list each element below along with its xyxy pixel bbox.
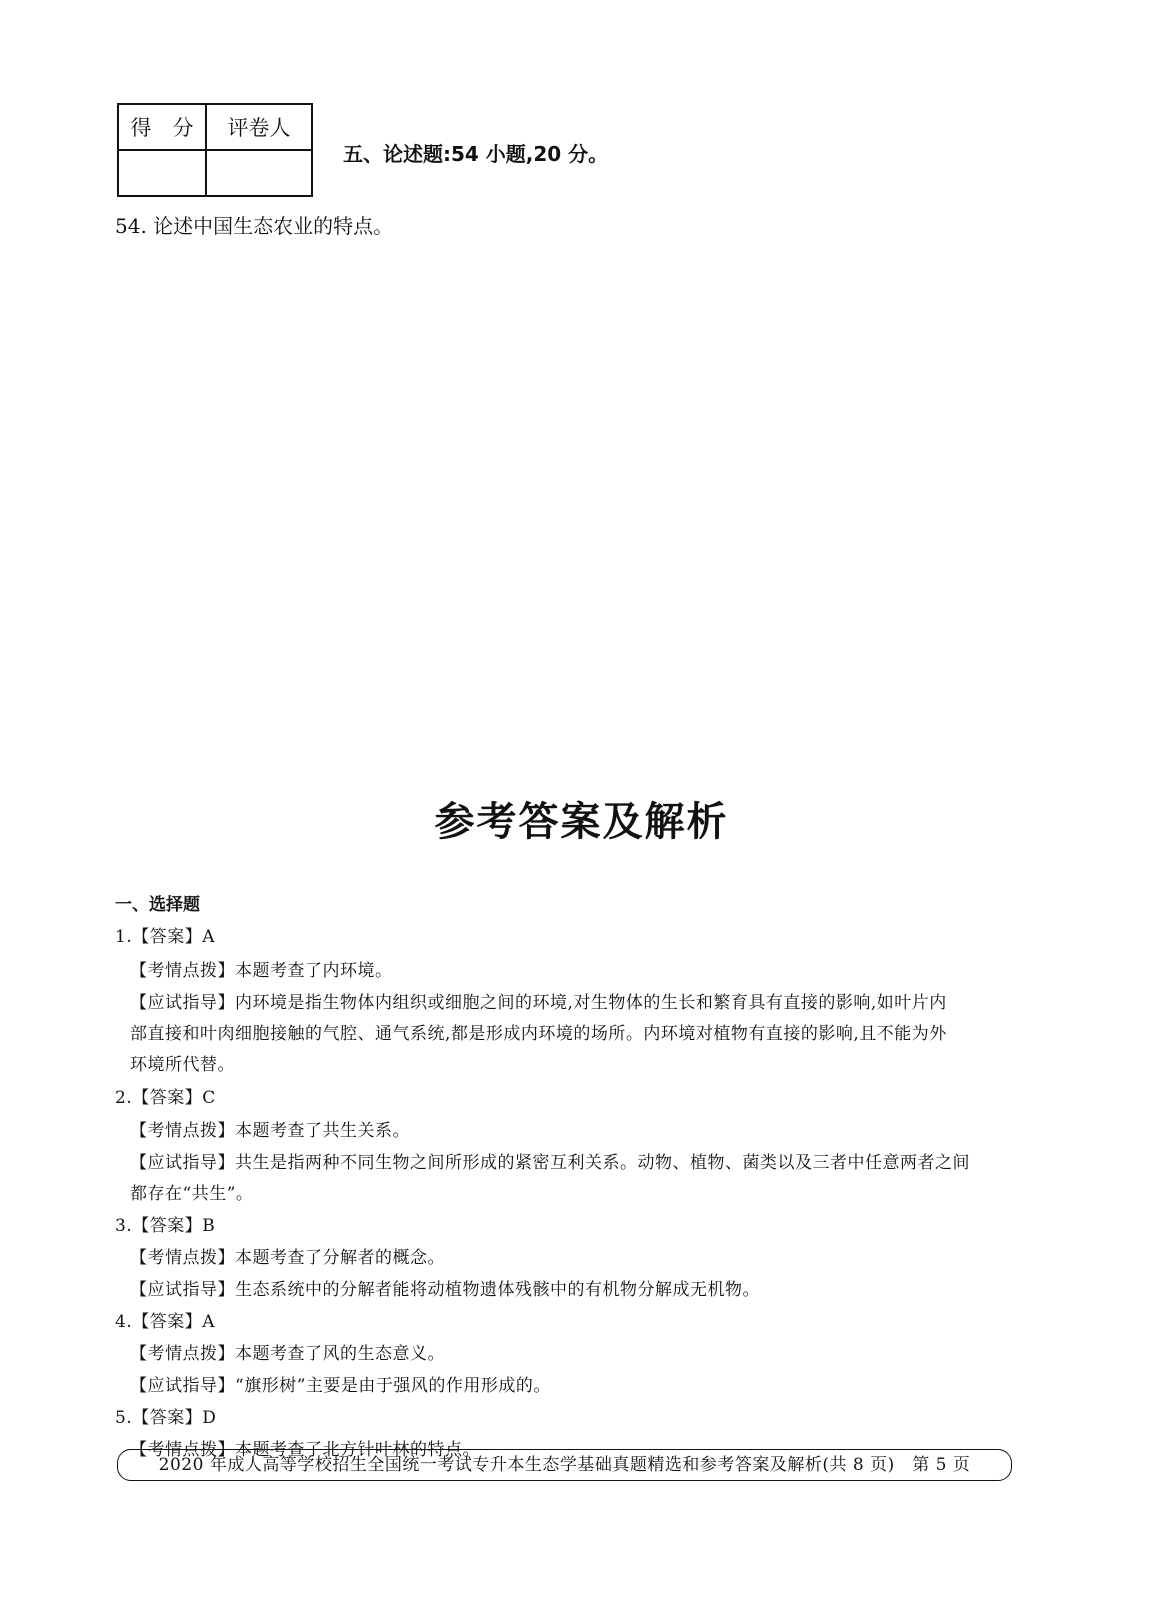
- answer-2: 2.【答案】C: [115, 1088, 216, 1108]
- guide-3-line-1: 【应试指导】生态系统中的分解者能将动植物遗体残骸中的有机物分解成无机物。: [130, 1280, 760, 1300]
- guide-4-line-1: 【应试指导】“旗形树”主要是由于强风的作用形成的。: [130, 1376, 551, 1396]
- guide-2-line-2: 都存在“共生”。: [130, 1184, 254, 1204]
- point-4: 【考情点拨】本题考查了风的生态意义。: [130, 1344, 445, 1364]
- point-2: 【考情点拨】本题考查了共生关系。: [130, 1121, 410, 1141]
- point-5: 【考情点拨】本题考查了北方针叶林的特点。: [130, 1440, 480, 1460]
- answer-3: 3.【答案】B: [115, 1216, 216, 1236]
- answer-1: 1.【答案】A: [115, 927, 215, 947]
- guide-2-line-1: 【应试指导】共生是指两种不同生物之间所形成的紧密互利关系。动物、植物、菌类以及三者中任意两者之间: [130, 1153, 970, 1173]
- score-cell: [118, 150, 206, 196]
- section-one-heading: 一、选择题: [115, 895, 200, 915]
- answer-5: 5.【答案】D: [115, 1408, 217, 1428]
- section-five-heading: 五、论述题:54 小题,20 分。: [343, 142, 609, 166]
- score-table: [117, 103, 313, 197]
- grader-header: 评卷人: [206, 104, 312, 150]
- guide-1-line-3: 环境所代替。: [130, 1055, 235, 1075]
- grader-cell: [206, 150, 312, 196]
- point-1: 【考情点拨】本题考查了内环境。: [130, 961, 393, 981]
- answer-4: 4.【答案】A: [115, 1312, 215, 1332]
- page-footer: 2020 年成人高等学校招生全国统一考试专升本生态学基础真题精选和参考答案及解析(共 8 页) 第 5 页: [117, 1449, 1012, 1481]
- score-header: 得 分: [118, 104, 206, 150]
- question-54: 54. 论述中国生态农业的特点。: [115, 214, 394, 238]
- point-3: 【考情点拨】本题考查了分解者的概念。: [130, 1248, 445, 1268]
- guide-1-line-2: 部直接和叶肉细胞接触的气腔、通气系统,都是形成内环境的场所。内环境对植物有直接的影响,且不能为外: [130, 1024, 947, 1044]
- guide-1-line-1: 【应试指导】内环境是指生物体内组织或细胞之间的环境,对生物体的生长和繁育具有直接的影响,如叶片内: [130, 993, 947, 1013]
- answers-title: 参考答案及解析: [434, 799, 729, 845]
